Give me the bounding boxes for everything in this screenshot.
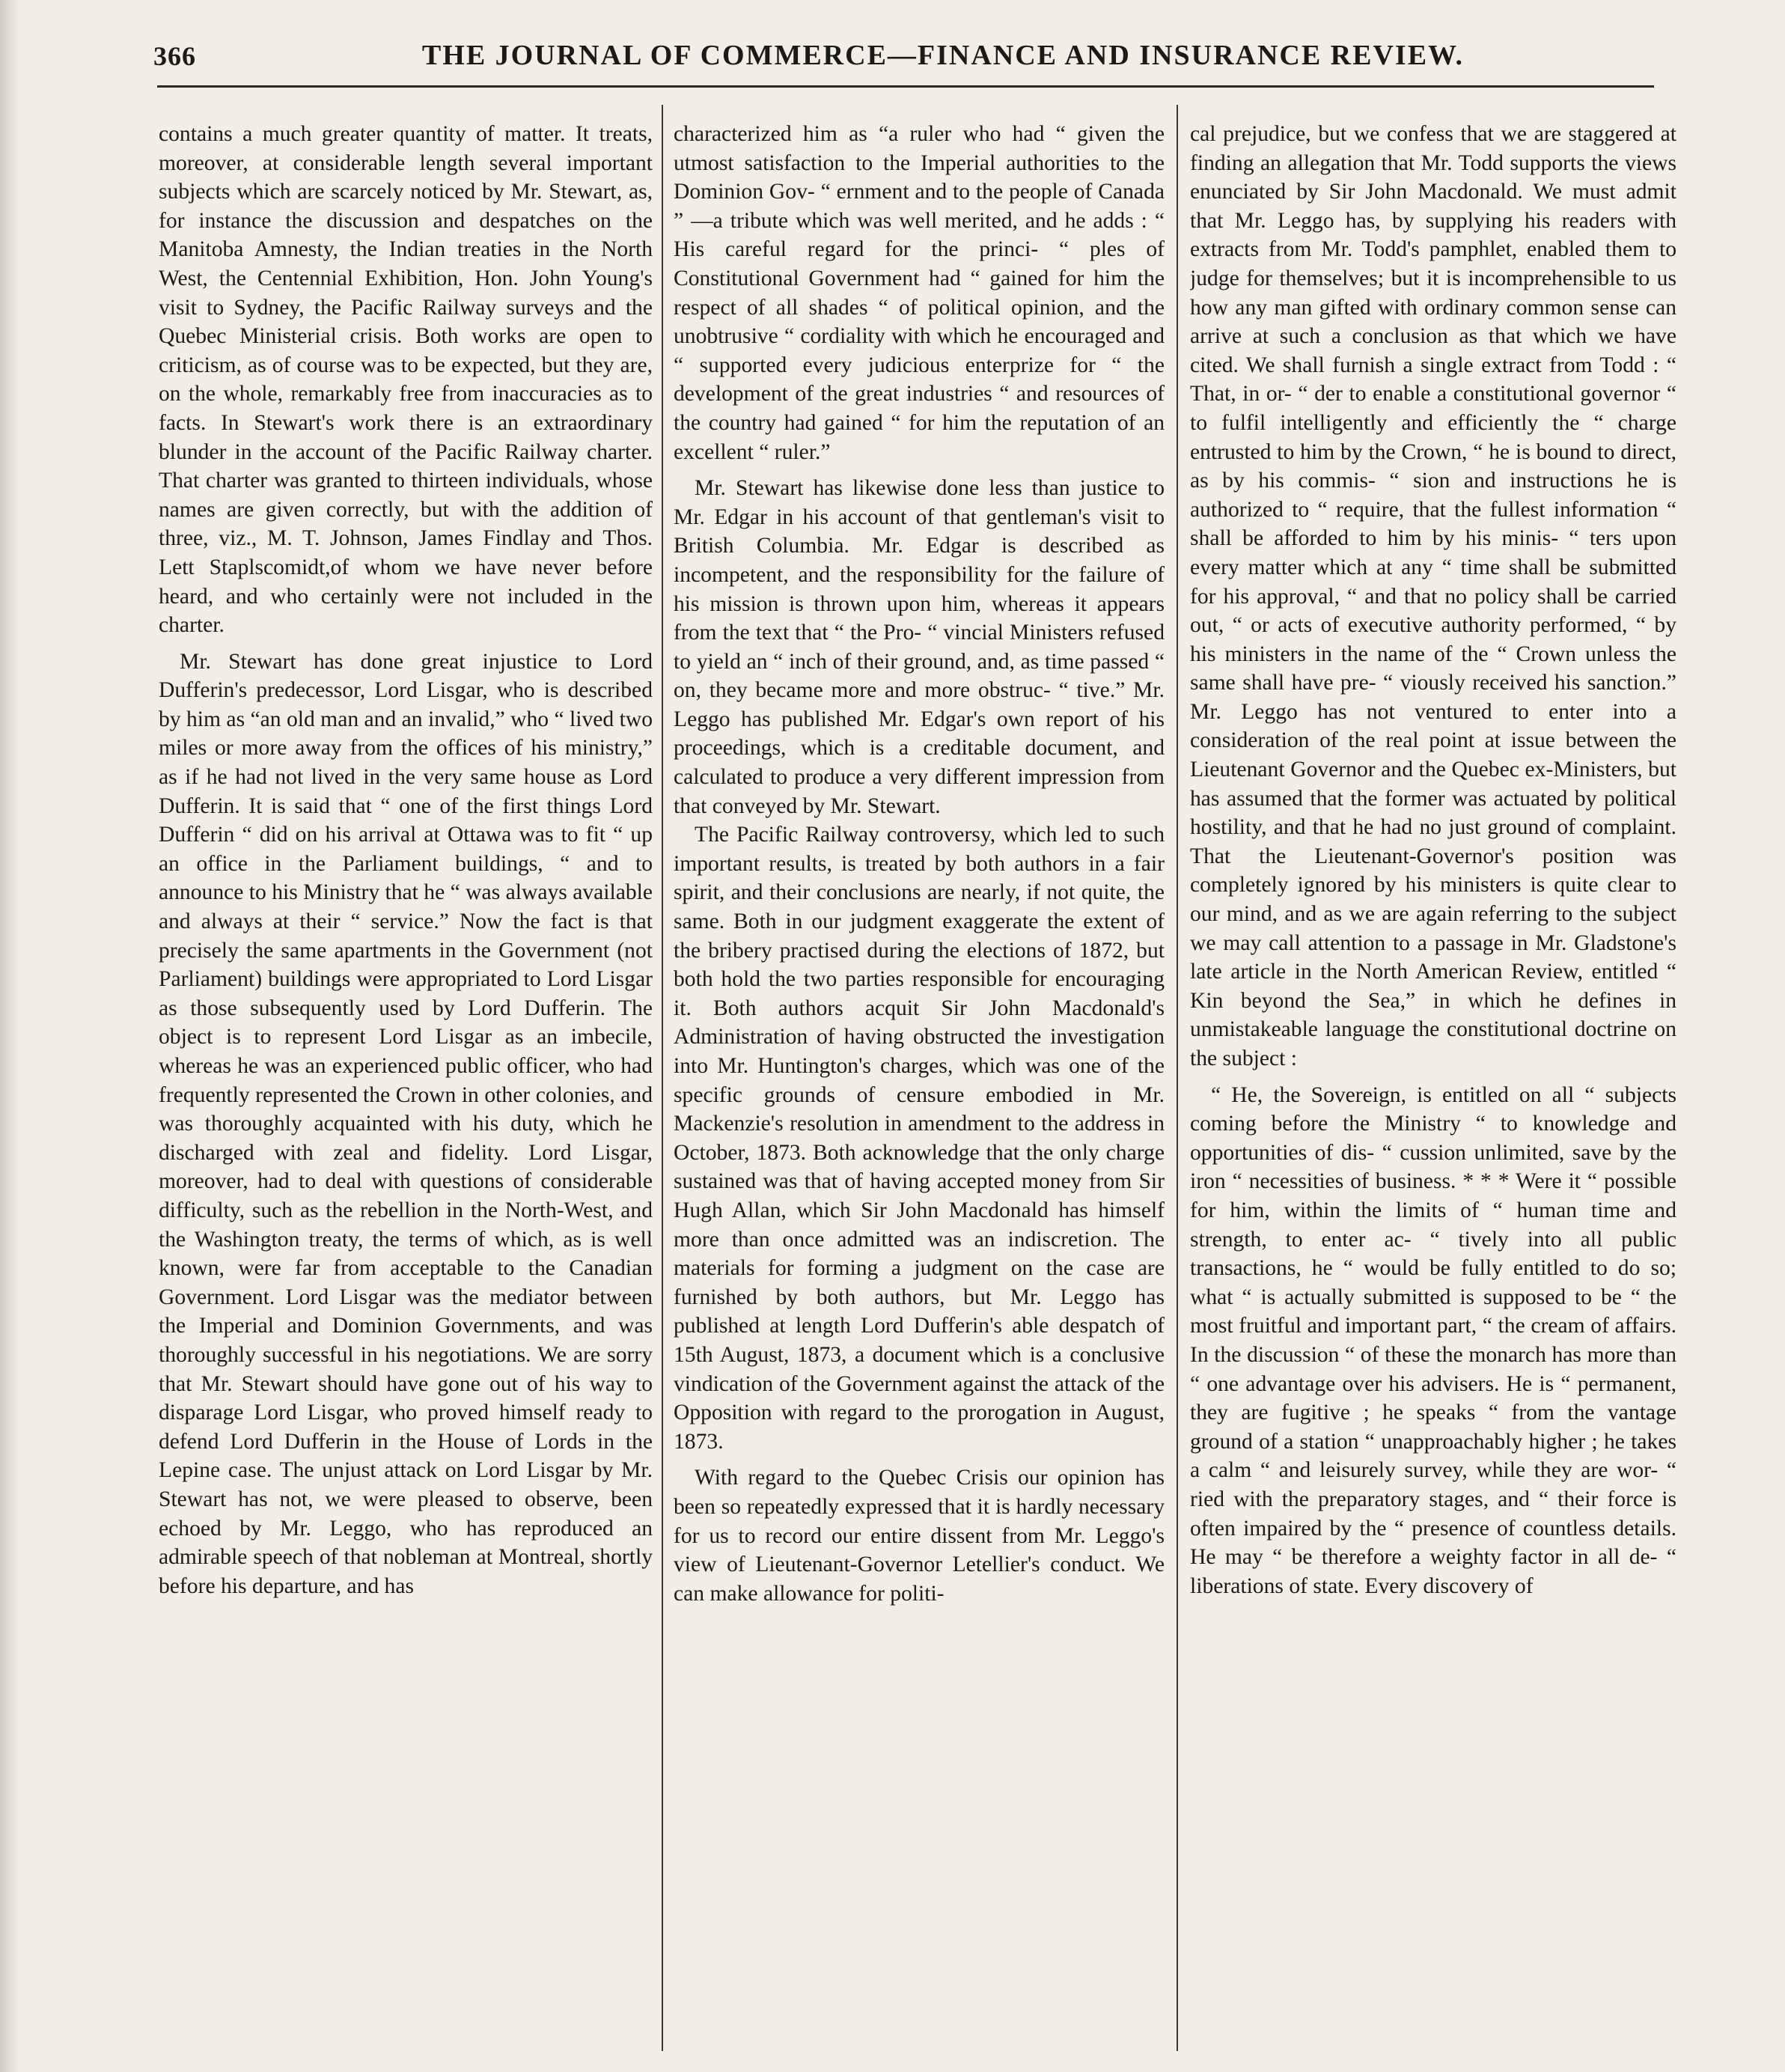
- paragraph: The Pacific Railway controversy, which led to such important results, is treated by both authors in a fair spirit, and their conclusions are nearly, if not quite, the same. Both in our judgment exaggerate the extent of the bribery practised during the elections of 1872, but both hold the two parties responsible for encouraging it. Both authors acquit Sir John Macdonald's Administration of having obstructed the investigation into Mr. Huntington's charges, which was one of the specific grounds of censure embodied in Mr. Mackenzie's resolution in amendment to the address in October, 1873. Both acknowledge that the only charge sustained was that of having accepted money from Sir Hugh Allan, which Sir John Macdonald has himself more than once admitted was an indiscretion. The materials for forming a judgment on the case are furnished by both authors, but Mr. Leggo has published at length Lord Dufferin's able despatch of 15th August, 1873, a document which is a conclusive vindication of the Government against the attack of the Opposition with regard to the prorogation in August, 1873.: [674, 823, 1165, 1454]
- paragraph: Mr. Stewart has likewise done less than justice to Mr. Edgar in his account of that gentleman's visit to British Columbia. Mr. Edgar is described as incompetent, and the responsibility for the failure of his mission is thrown upon him, whereas it appears from the text that “ the Pro- “ vincial Ministers refused to yield an “ inch of their ground, and, as time passed “ on, they became more and more obstruc- “ tive.” Mr. Leggo has published Mr. Edgar's own report of his proceedings, which is a creditable document, and calculated to produce a very different impression from that conveyed by Mr. Stewart.: [674, 476, 1165, 818]
- column-divider: [1177, 105, 1178, 2051]
- scan-edge: [0, 0, 19, 2072]
- paragraph: characterized him as “a ruler who had “ given the utmost satisfaction to the Imperial authorities to the Dominion Gov- “ ernment and to the people of Canada ” —a tribute which was well merited, and he adds : “ His careful regard for the princi- “ ples of Constitutional Government had “ gained for him the respect of all shades “ of political opinion, and the unobtrusive “ cordiality with which he encouraged and “ supported every judicious enterprize for “ the development of the great industries “ and resources of the country had gained “ for him the reputation of an excellent “ ruler.”: [674, 122, 1165, 464]
- paragraph: Mr. Stewart has done great injustice to Lord Dufferin's predecessor, Lord Lisgar, who is described by him as “an old man and an invalid,” who “ lived two miles or more away from the offices of his ministry,” as if he had not lived in the very same house as Lord Dufferin. It is said that “ one of the first things Lord Dufferin “ did on his arrival at Ottawa was to fit “ up an office in the Parliament buildings, “ and to announce to his Ministry that he “ was always available and always at their “ service.” Now the fact is that precisely the same apartments in the Government (not Parliament) buildings were appropriated to Lord Lisgar as those subsequently used by Lord Dufferin. The object is to represent Lord Lisgar as an imbecile, whereas he was an experienced public officer, who had frequently represented the Crown in other colonies, and was thoroughly acquainted with his duty, which he discharged with zeal and fidelity. Lord Lisgar, moreover, had to deal with questions of considerable difficulty, such as the rebellion in the North-West, and the Washington treaty, the terms of which, as is well known, were far from acceptable to the Canadian Government. Lord Lisgar was the mediator between the Imperial and Dominion Governments, and was thoroughly successful in his negotiations. We are sorry that Mr. Stewart should have gone out of his way to disparage Lord Lisgar, who proved himself ready to defend Lord Dufferin in the House of Lords in the Lepine case. The unjust attack on Lord Lisgar by Mr. Stewart has not, we were pleased to observe, been echoed by Mr. Leggo, who has reproduced an admirable speech of that nobleman at Montreal, shortly before his departure, and has: [159, 649, 653, 1598]
- running-head-title: THE JOURNAL OF COMMERCE—FINANCE AND INSURANCE REVIEW.: [421, 40, 1465, 71]
- header-rule: [157, 85, 1654, 88]
- column-left: [159, 120, 653, 2051]
- page-number: 366: [153, 41, 196, 71]
- column-right: [1190, 120, 1676, 2051]
- column-divider: [662, 105, 663, 2051]
- paragraph: cal prejudice, but we confess that we are staggered at finding an allegation that Mr. Todd supports the views enunciated by Sir John Macdonald. We must admit that Mr. Leggo has, by supplying his readers with extracts from Mr. Todd's pamphlet, enabled them to judge for themselves; but it is incomprehensible to us how any man gifted with ordinary common sense can arrive at such a conclusion as that which we have cited. We shall furnish a single extract from Todd : “ That, in or- “ der to enable a constitutional governor “ to fulfil intelligently and efficiently the “ charge entrusted to him by the Crown, “ he is bound to direct, as by his commis- “ sion and instructions he is authorized to “ require, that the fullest information “ shall be afforded to him by his minis- “ ters upon every matter which at any “ time shall be submitted for his approval, “ and that no policy shall be carried out, “ or acts of executive authority performed, “ by his ministers in the name of the “ Crown unless the same shall have pre- “ viously received his sanction.” Mr. Leggo has not ventured to enter into a consideration of the real point at issue between the Lieutenant Governor and the Quebec ex-Ministers, but has assumed that the former was actuated by political hostility, and that he had no just ground of complaint. That the Lieutenant-Governor's position was completely ignored by his ministers is quite clear to our mind, and as we are again referring to the subject we may call attention to a passage in Mr. Gladstone's late article in the North American Review, entitled “ Kin beyond the Sea,” in which he defines in unmistakeable language the constitutional doctrine on the subject :: [1190, 122, 1676, 1070]
- block-quote: “ He, the Sovereign, is entitled on all “ subjects coming before the Ministry “ to knowledge and opportunities of dis- “ cussion unlimited, save by the iron “ necessities of business. * * * Were it “ possible for him, within the limits of “ human time and strength, to enter ac- “ tively into all public transactions, he “ would be fully entitled to do so; what “ is actually submitted is supposed to be “ the most fruitful and important part, “ the cream of affairs. In the discussion “ of these the monarch has more than “ one advantage over his advisers. He is “ permanent, they are fugitive ; he speaks “ from the vantage ground of a station “ unapproachably higher ; he takes a calm “ and leisurely survey, while they are wor- “ ried with the preparatory stages, and “ their force is often impaired by the “ presence of countless details. He may “ be therefore a weighty factor in all de- “ liberations of state. Every discovery of: [1190, 1082, 1676, 1598]
- paragraph: contains a much greater quantity of matter. It treats, moreover, at considerable length several important subjects which are scarcely noticed by Mr. Stewart, as, for instance the discussion and despatches on the Manitoba Amnesty, the Indian treaties in the North West, the Centennial Exhibition, Hon. John Young's visit to Sydney, the Pacific Railway surveys and the Quebec Ministerial crisis. Both works are open to criticism, as of course was to be expected, but they are, on the whole, remarkably free from inaccuracies as to facts. In Stewart's work there is an extraordinary blunder in the account of the Pacific Railway charter. That charter was granted to thirteen individuals, whose names are given correctly, but with the addition of three, viz., M. T. Johnson, James Findlay and Thos. Lett Staplscomidt,of whom we have never before heard, and who certainly were not included in the charter.: [159, 122, 653, 638]
- column-middle: [674, 120, 1165, 2051]
- paragraph: With regard to the Quebec Crisis our opinion has been so repeatedly expressed that it is hardly necessary for us to record our entire dissent from Mr. Leggo's view of Lieutenant-Governor Letellier's conduct. We can make allowance for politi-: [674, 1466, 1165, 1606]
